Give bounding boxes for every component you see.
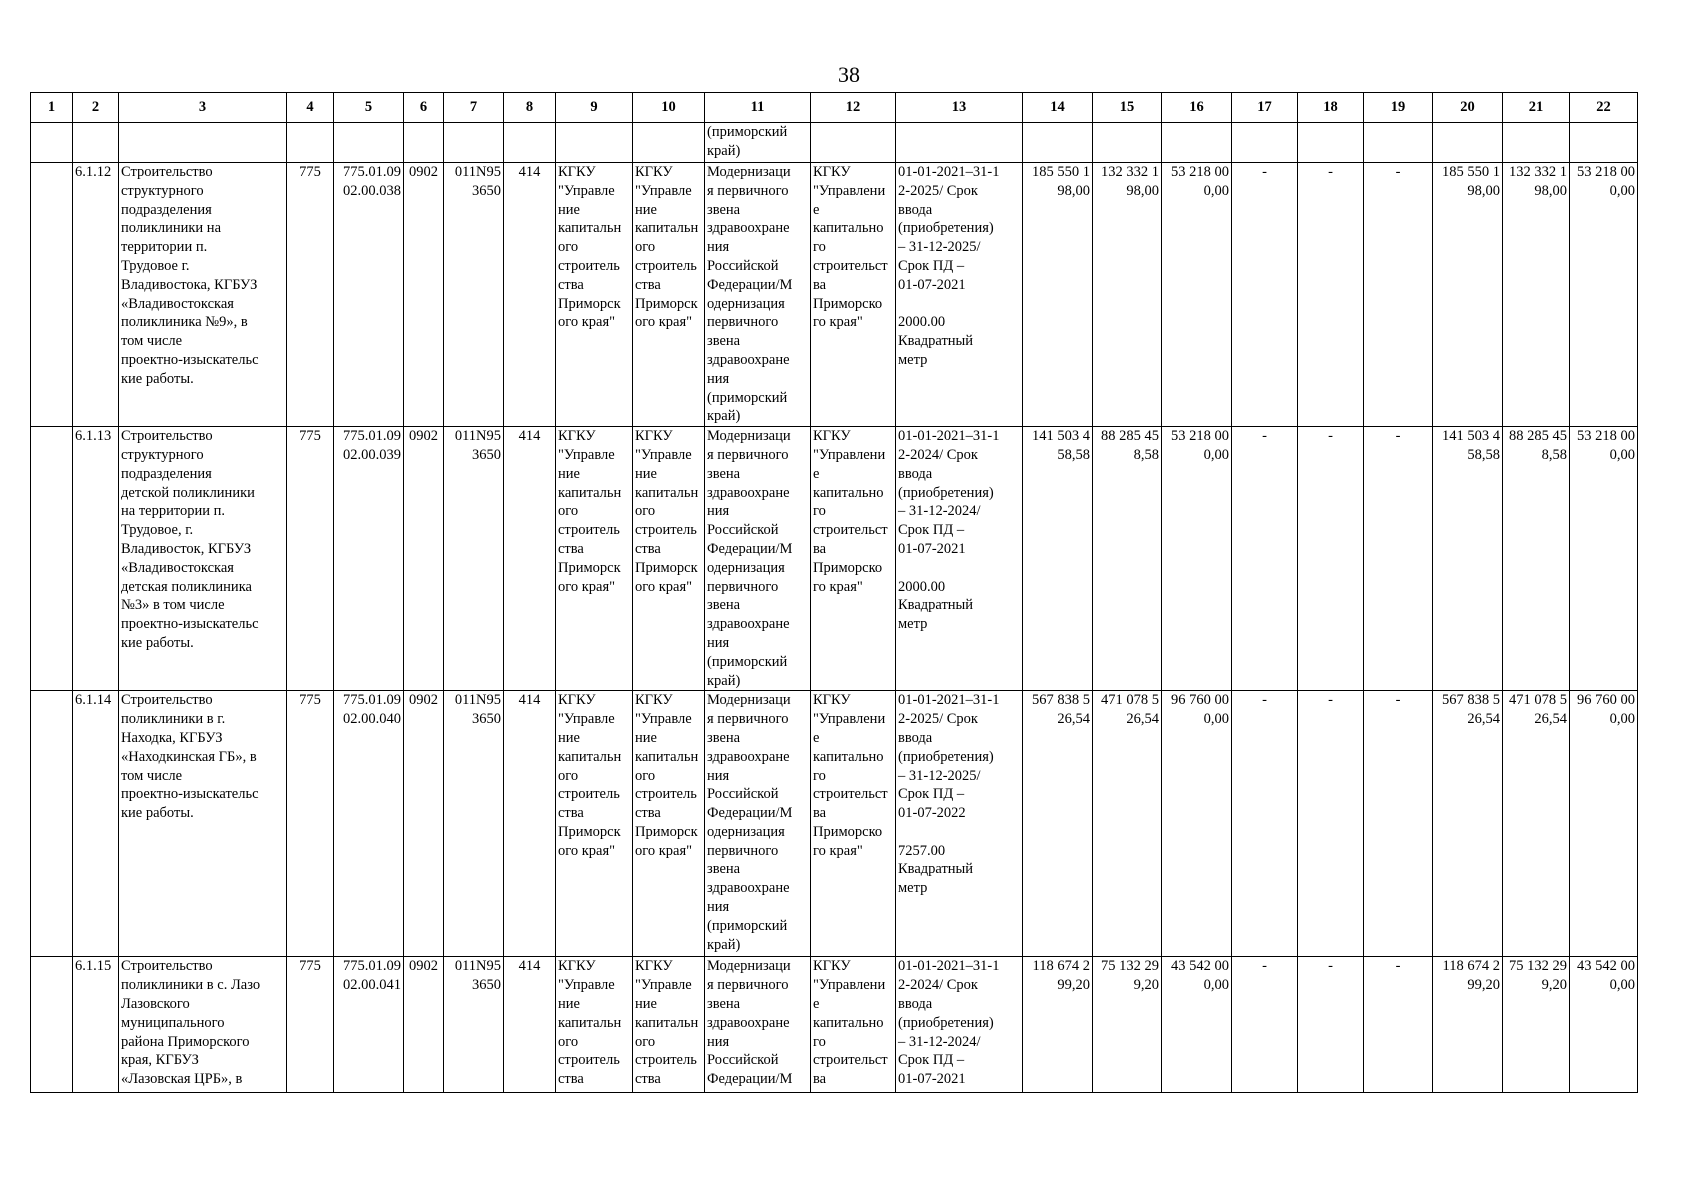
table-cell: - [1298,691,1364,957]
column-header: 8 [504,93,556,123]
column-header: 22 [1570,93,1638,123]
table-cell: - [1364,957,1433,1093]
table-cell: КГКУ "Управле ние капитальн ого строитель ства [633,957,705,1093]
column-header: 19 [1364,93,1433,123]
table-row [31,123,1638,163]
table-cell [334,123,404,163]
column-header: 16 [1162,93,1232,123]
table-cell: Модернизаци я первичного звена здравоохране ния Российской Федерации/М одернизация первичного звена здравоохране ния (приморский край) [705,163,811,427]
column-header: 7 [444,93,504,123]
table-cell: 01-01-2021–31-1 2-2024/ Срок ввода (приобретения) – 31-12-2024/ Срок ПД – 01-07-2021 [896,957,1023,1093]
object-name: Строительство поликлиники в с. Лазо Лазовского муниципального района Приморского края, КГБУЗ «Лазовская ЦРБ», в [119,957,287,1093]
table-cell: (приморский край) [705,123,811,163]
column-header: 9 [556,93,633,123]
amount-cell: 88 285 45 8,58 [1503,427,1570,691]
table-cell: Модернизаци я первичного звена здравоохране ния Российской Федерации/М [705,957,811,1093]
table-cell [811,123,896,163]
amount-cell: 141 503 4 58,58 [1023,427,1093,691]
amount-cell: 43 542 00 0,00 [1162,957,1232,1093]
amount-cell: 43 542 00 0,00 [1570,957,1638,1093]
table-cell: - [1232,957,1298,1093]
amount-cell: 53 218 00 0,00 [1162,427,1232,691]
amount-cell: 53 218 00 0,00 [1570,427,1638,691]
table-cell [119,123,287,163]
table-cell: 775 [287,427,334,691]
amount-cell: 567 838 5 26,54 [1433,691,1503,957]
table-cell: КГКУ "Управле ние капитальн ого строитель ства Приморск ого края" [556,427,633,691]
amount-cell: 53 218 00 0,00 [1570,163,1638,427]
table-cell [73,123,119,163]
table-cell [1570,123,1638,163]
table-cell [1232,123,1298,163]
column-header: 4 [287,93,334,123]
row-number: 6.1.15 [73,957,119,1093]
table-cell: КГКУ "Управлени е капитально го строительст ва Приморско го края" [811,691,896,957]
table-cell: КГКУ "Управлени е капитально го строительст ва Приморско го края" [811,427,896,691]
table-cell [1093,123,1162,163]
column-header: 6 [404,93,444,123]
table-cell [504,123,556,163]
table-cell: 775 [287,957,334,1093]
table-cell: - [1364,691,1433,957]
row-number: 6.1.12 [73,163,119,427]
table-cell: КГКУ "Управле ние капитальн ого строитель ства Приморск ого края" [633,163,705,427]
object-name: Строительство структурного подразделения детской поликлиники на территории п. Трудовое, г. Владивосток, КГБУЗ «Владивостокская детская поликлиника №3» в том числе проектно-изыскательс кие работы. [119,427,287,691]
table-cell: КГКУ "Управле ние капитальн ого строитель ства Приморск ого края" [556,691,633,957]
table-cell: 011N95 3650 [444,163,504,427]
table-cell: 775.01.09 02.00.040 [334,691,404,957]
table-cell: 0902 [404,427,444,691]
table-cell: 01-01-2021–31-1 2-2024/ Срок ввода (приобретения) – 31-12-2024/ Срок ПД – 01-07-2021 2000.00 Квадратный метр [896,427,1023,691]
page-number: 38 [838,62,860,87]
table-cell: 0902 [404,957,444,1093]
table-cell: КГКУ "Управле ние капитальн ого строитель ства Приморск ого края" [633,691,705,957]
table-cell [31,163,73,427]
table-cell: 011N95 3650 [444,957,504,1093]
amount-cell: 118 674 2 99,20 [1023,957,1093,1093]
table-cell: 775.01.09 02.00.038 [334,163,404,427]
column-header: 14 [1023,93,1093,123]
column-header: 10 [633,93,705,123]
table-cell [896,123,1023,163]
column-header: 20 [1433,93,1503,123]
table-cell: Модернизаци я первичного звена здравоохране ния Российской Федерации/М одернизация первичного звена здравоохране ния (приморский край) [705,691,811,957]
table-cell: 775 [287,691,334,957]
amount-cell: 185 550 1 98,00 [1433,163,1503,427]
amount-cell: 53 218 00 0,00 [1162,163,1232,427]
table-cell: 011N95 3650 [444,691,504,957]
table-cell [556,123,633,163]
table-cell: 775 [287,163,334,427]
table-cell: - [1298,957,1364,1093]
table-cell [287,123,334,163]
table-cell: КГКУ "Управлени е капитально го строительст ва Приморско го края" [811,163,896,427]
table-cell [1433,123,1503,163]
column-header: 2 [73,93,119,123]
column-header: 12 [811,93,896,123]
object-name: Строительство поликлиники в г. Находка, КГБУЗ «Находкинская ГБ», в том числе проектно-изыскательс кие работы. [119,691,287,957]
table-cell [1503,123,1570,163]
table-cell [31,691,73,957]
amount-cell: 88 285 45 8,58 [1093,427,1162,691]
table-cell [1023,123,1093,163]
table-cell: - [1232,163,1298,427]
column-header: 11 [705,93,811,123]
table-cell: 011N95 3650 [444,427,504,691]
table-cell [404,123,444,163]
budget-table [30,92,1638,1093]
amount-cell: 141 503 4 58,58 [1433,427,1503,691]
table-cell [444,123,504,163]
table-row [31,691,1638,957]
table-cell: - [1232,427,1298,691]
amount-cell: 75 132 29 9,20 [1503,957,1570,1093]
table-cell: 414 [504,691,556,957]
table-row [31,427,1638,691]
table-cell [633,123,705,163]
table-cell: 414 [504,163,556,427]
table-cell: КГКУ "Управле ние капитальн ого строитель ства Приморск ого края" [633,427,705,691]
table-cell: - [1364,427,1433,691]
row-number: 6.1.14 [73,691,119,957]
column-header: 13 [896,93,1023,123]
amount-cell: 185 550 1 98,00 [1023,163,1093,427]
column-header: 17 [1232,93,1298,123]
table-row [31,163,1638,427]
amount-cell: 471 078 5 26,54 [1093,691,1162,957]
amount-cell: 96 760 00 0,00 [1162,691,1232,957]
table-cell: КГКУ "Управле ние капитальн ого строитель ства [556,957,633,1093]
table-cell: 414 [504,957,556,1093]
column-header: 3 [119,93,287,123]
table-cell: - [1298,427,1364,691]
table-cell: 0902 [404,691,444,957]
table-cell: 0902 [404,163,444,427]
table-cell [1364,123,1433,163]
amount-cell: 132 332 1 98,00 [1093,163,1162,427]
amount-cell: 96 760 00 0,00 [1570,691,1638,957]
table-cell [31,123,73,163]
table-cell [1162,123,1232,163]
column-header: 5 [334,93,404,123]
column-header: 15 [1093,93,1162,123]
amount-cell: 75 132 29 9,20 [1093,957,1162,1093]
table-cell: КГКУ "Управле ние капитальн ого строитель ства Приморск ого края" [556,163,633,427]
table-cell [31,957,73,1093]
table-cell: - [1232,691,1298,957]
table-cell: - [1364,163,1433,427]
object-name: Строительство структурного подразделения поликлиники на территории п. Трудовое г. Владивостока, КГБУЗ «Владивостокская поликлиника №9», в том числе проектно-изыскательс кие работы. [119,163,287,427]
table-cell: 775.01.09 02.00.041 [334,957,404,1093]
table-cell: 01-01-2021–31-1 2-2025/ Срок ввода (приобретения) – 31-12-2025/ Срок ПД – 01-07-2022 7257.00 Квадратный метр [896,691,1023,957]
amount-cell: 567 838 5 26,54 [1023,691,1093,957]
row-number: 6.1.13 [73,427,119,691]
amount-cell: 132 332 1 98,00 [1503,163,1570,427]
table-row [31,957,1638,1093]
table-cell: 775.01.09 02.00.039 [334,427,404,691]
table-cell: 01-01-2021–31-1 2-2025/ Срок ввода (приобретения) – 31-12-2025/ Срок ПД – 01-07-2021 2000.00 Квадратный метр [896,163,1023,427]
table-cell: Модернизаци я первичного звена здравоохране ния Российской Федерации/М одернизация первичного звена здравоохране ния (приморский край) [705,427,811,691]
table-cell [1298,123,1364,163]
table-cell: КГКУ "Управлени е капитально го строительст ва [811,957,896,1093]
column-header: 1 [31,93,73,123]
header-row [31,93,1638,123]
table-cell: - [1298,163,1364,427]
amount-cell: 471 078 5 26,54 [1503,691,1570,957]
column-header: 18 [1298,93,1364,123]
table-cell [31,427,73,691]
amount-cell: 118 674 2 99,20 [1433,957,1503,1093]
table-cell: 414 [504,427,556,691]
column-header: 21 [1503,93,1570,123]
